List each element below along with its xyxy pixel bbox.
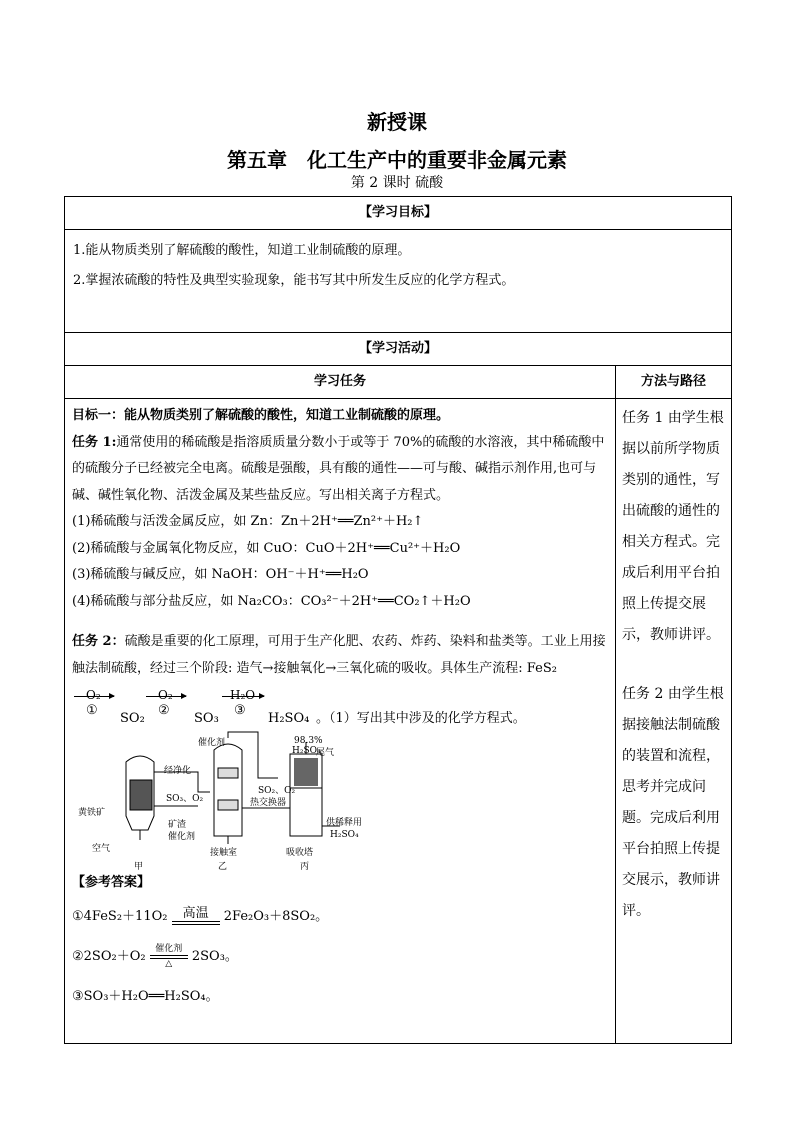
reaction-1: (1)稀硫酸与活泼金属反应，如 Zn：Zn＋2H⁺══Zn²⁺＋H₂↑ [72,514,424,529]
equation-1 [72,897,608,937]
equation-3: ③SO₃＋H₂O══H₂SO₄。 [72,988,219,1004]
flow-reagent-3: H₂O [230,688,256,702]
task2-text: 硫酸是重要的化工原理，可用于生产化肥、农药、炸药、染料和盐类等。工业上用接触法制硫酸，经过三个阶段: 造气→接触氧化→三氧化硫的吸收。具体生产流程: FeS₂ [72,634,606,676]
diagram-label: 催化剂 [198,738,226,748]
diagram-label: SO₂、O₂ [258,786,296,796]
diagram-label: 供稀释用 [326,818,363,828]
method-task1: 任务 1 由学生根据以前所学物质类别的通性，写出硫酸的通性的相关方程式。完成后利用平台拍照上传提交展示，教师讲评。 [622,410,724,643]
goal-item: 1.能从物质类别了解硫酸的酸性，知道工业制硫酸的原理。 [73,243,411,258]
lesson-table [64,196,732,1044]
eq1-right: 2Fe₂O₃＋8SO₂。 [223,908,329,924]
process-flow [72,684,608,728]
eq2-right: 2SO₃。 [191,948,238,964]
diagram-label: 甲 [134,862,144,872]
diagram-label: 经净化 [164,766,192,776]
eq1-condition: 高温 [182,906,209,921]
diagram-label: 吸收塔 [286,848,314,858]
flow-step-3: ③ [234,703,246,718]
diagram-label: 丙 [300,862,310,872]
target-one: 目标一：能从物质类别了解硫酸的酸性，知道工业制硫酸的原理。 [72,408,450,423]
col-task-header: 学习任务 [65,366,616,399]
method-task2: 任务 2 由学生根据接触法制硫酸的装置和流程，思考并完成问题。完成后利用平台拍照上传提交展示，教师讲评。 [622,686,724,919]
reaction-2: (2)稀硫酸与金属氧化物反应，如 CuO：CuO＋2H⁺══Cu²⁺＋H₂O [72,540,461,556]
task2-label: 任务 2： [72,634,125,649]
eq2-condition-bottom: △ [165,959,173,969]
goal-item: 2.掌握浓硫酸的特性及典型实验现象，能书写其中所发生反应的化学方程式。 [73,273,515,288]
diagram-label: H₂SO₄ [330,830,359,840]
equation-2 [72,937,608,977]
diagram-label: 尾气 [316,748,335,758]
flow-product-1: SO₂ [120,711,145,726]
flow-product-2: SO₃ [194,711,219,726]
lesson-title: 第 2 课时 硫酸 [350,175,444,191]
process-diagram [78,728,368,872]
activities-header: 【学习活动】 [65,333,732,366]
diagram-label: SO₃、O₂ [166,794,204,804]
eq2-condition-top: 催化剂 [155,944,183,954]
flow-product-3: H₂SO₄ [268,711,310,726]
flow-arrow-icon [146,696,186,697]
diagram-label: 乙 [218,862,228,872]
doc-label: 新授课 [367,110,427,134]
diagram-label: 黄铁矿 [78,808,106,818]
flow-reagent-1: O₂ [86,688,101,702]
diagram-label: 98.3% [294,736,323,746]
task-cell [65,399,616,1044]
eq1-left: ①4FeS₂＋11O₂ [72,908,168,924]
method-cell [616,399,732,1044]
col-method-header: 方法与路径 [616,366,732,399]
eq2-left: ②2SO₂＋O₂ [72,948,146,964]
flow-reagent-2: O₂ [158,688,173,702]
diagram-label: H₂SO₄ [292,746,321,756]
chapter-title: 第五章 化工生产中的重要非金属元素 [227,148,567,172]
reaction-3: (3)稀硫酸与碱反应，如 NaOH：OH⁻＋H⁺══H₂O [72,567,369,582]
answer-label: 【参考答案】 [72,875,151,890]
reaction-4: (4)稀硫酸与部分盐反应，如 Na₂CO₃：CO₃²⁻＋2H⁺══CO₂↑＋H₂O [72,593,471,609]
task1-label: 任务 1: [72,434,117,450]
diagram-label: 热交换器 [250,798,287,808]
task1-text: 通常使用的稀硫酸是指溶质质量分数小于或等于 70%的硫酸的水溶液，其中稀硫酸中的硫酸分子已经被完全电离。硫酸是强酸，具有酸的通性——可与酸、碱指示剂作用,也可与碱、碱性氧化物、活泼金属及某些盐反应。写出相关离子方程式。 [72,434,605,503]
diagram-label: 矿渣 [168,820,187,830]
flow-arrow-icon [74,696,114,697]
diagram-label: 催化剂 [168,832,196,842]
flow-step-1: ① [86,703,98,718]
flow-step-2: ② [158,703,170,718]
flow-arrow-icon [222,696,264,697]
flow-question: 。（1）写出其中涉及的化学方程式。 [316,711,526,726]
goals-header: 【学习目标】 [65,197,732,230]
diagram-label: 空气 [92,844,111,854]
goals-list [65,230,732,333]
diagram-label: 接触室 [210,848,238,858]
